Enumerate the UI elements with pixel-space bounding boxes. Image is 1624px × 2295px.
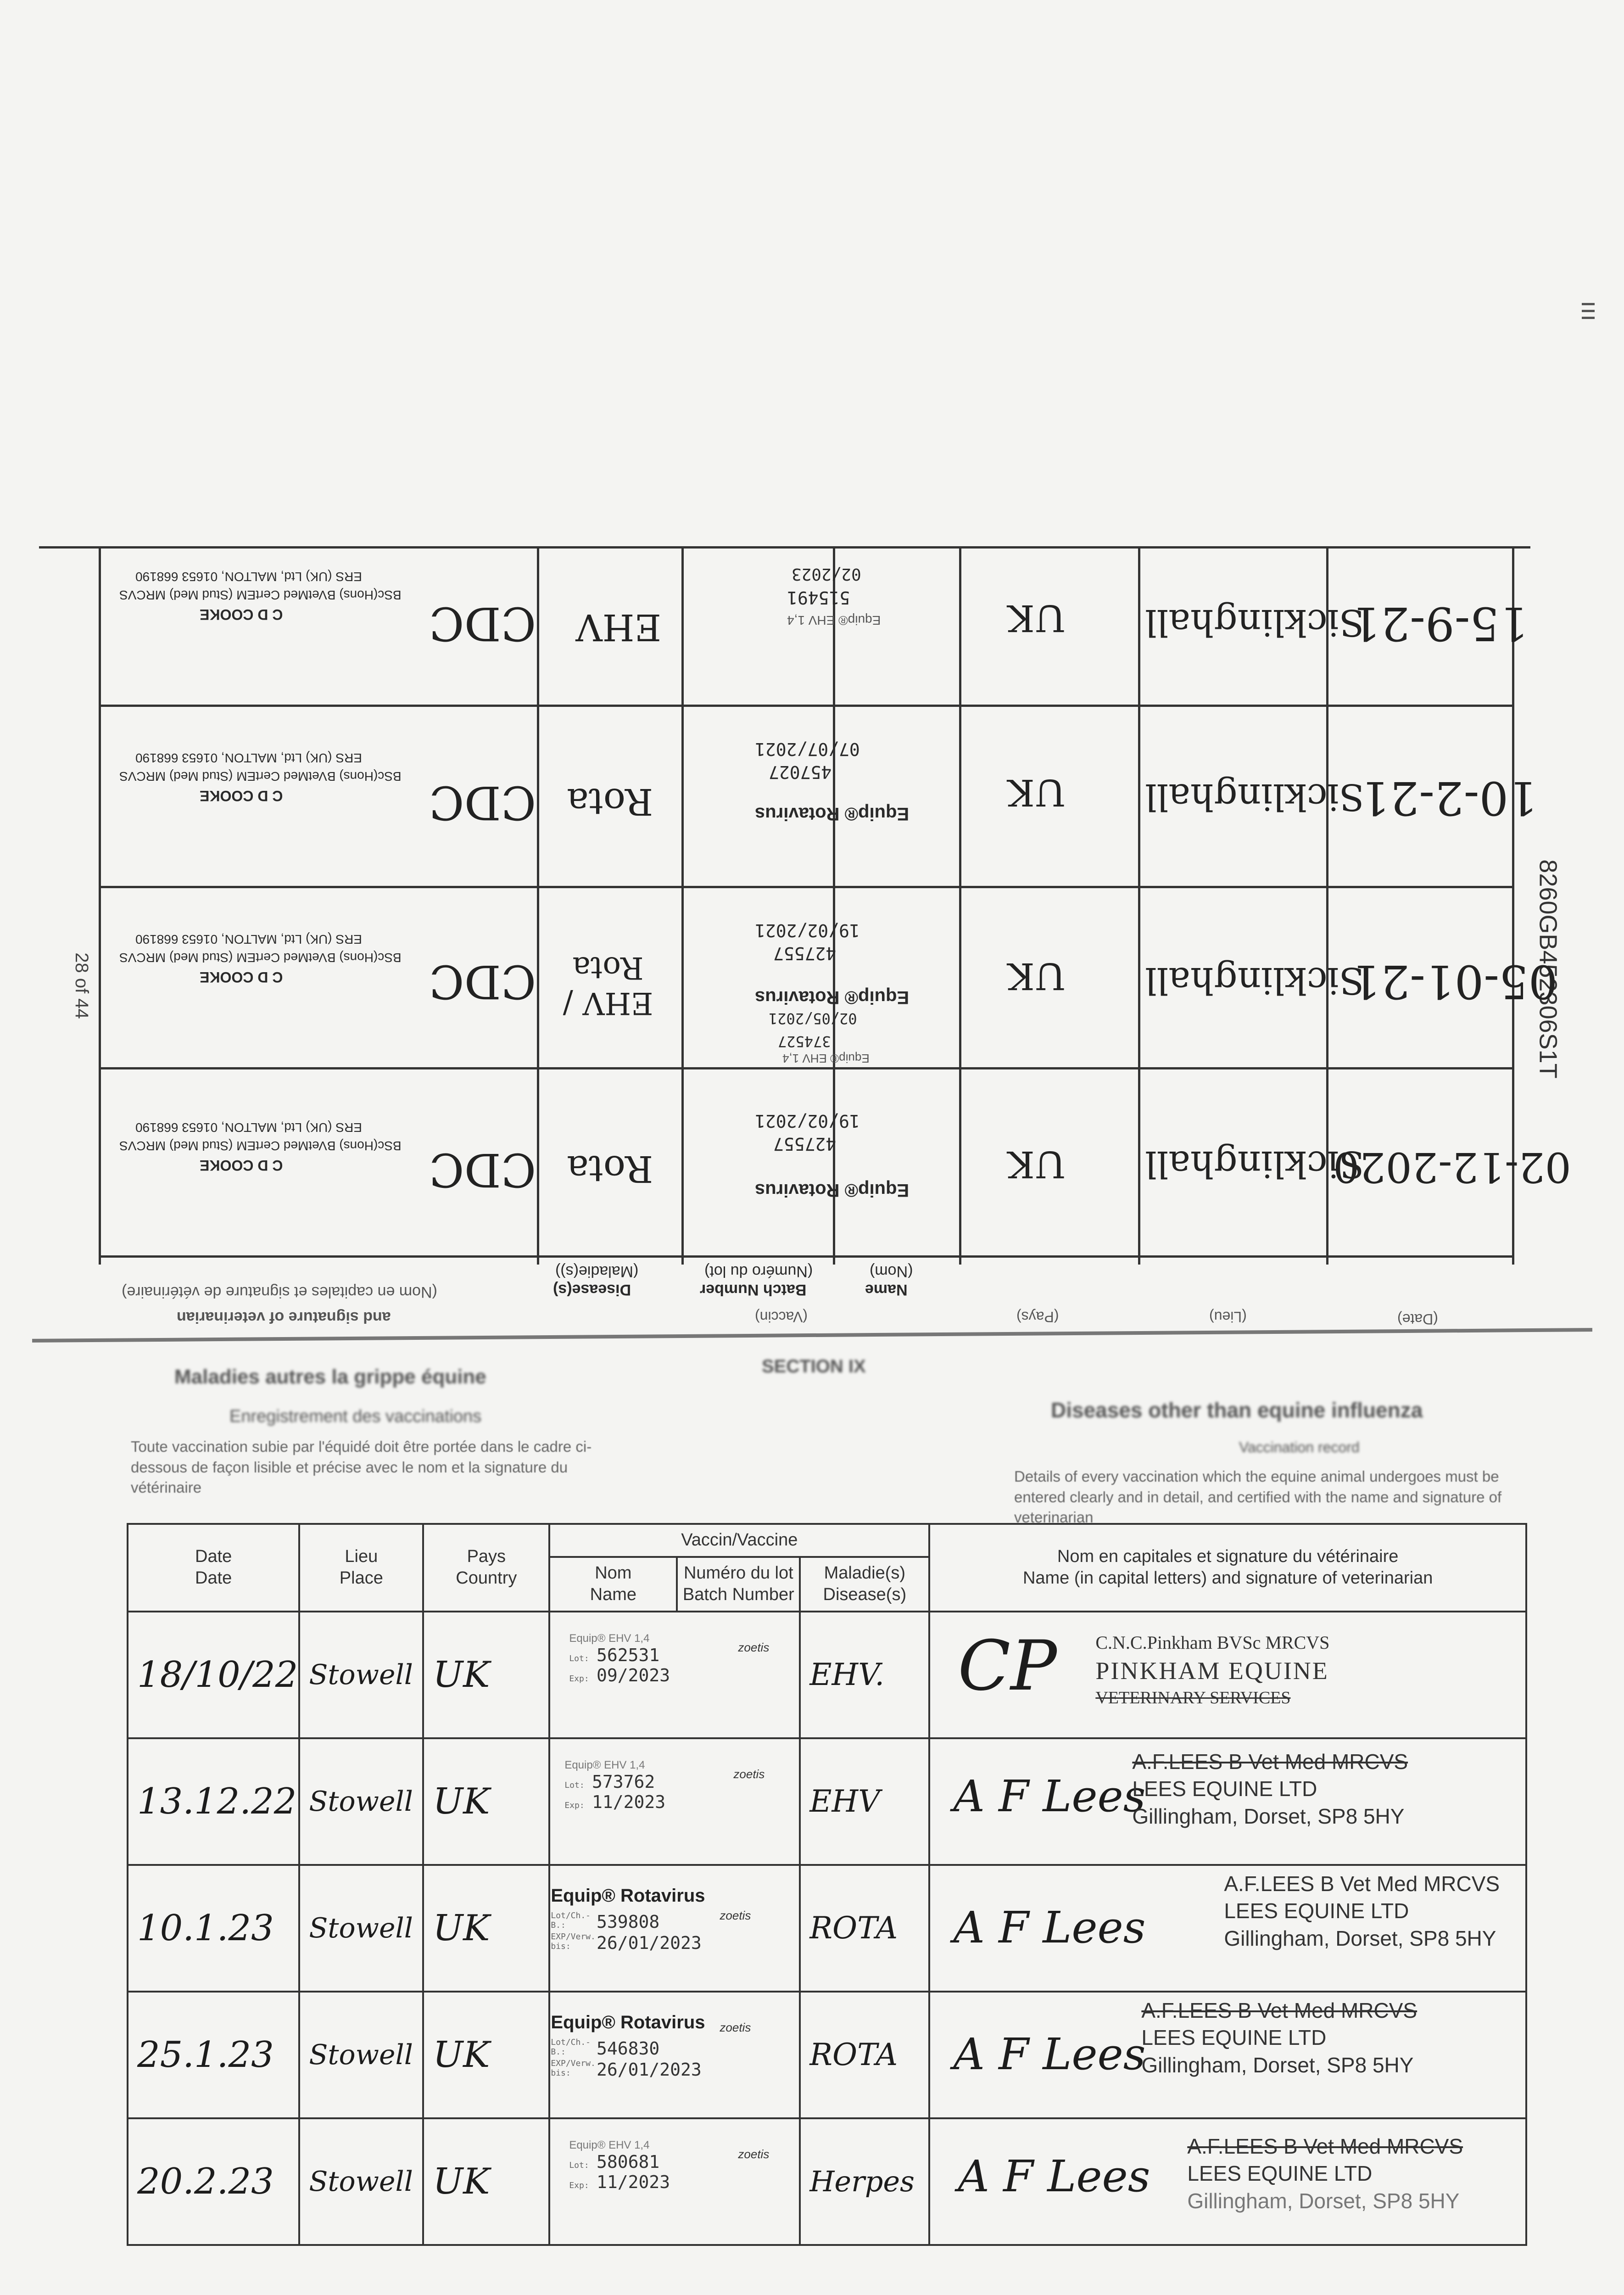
sticker-exp-label: EXP/Verw. bis: xyxy=(551,2059,596,2078)
sticker-maker: zoetis xyxy=(738,2147,770,2161)
sticker-exp: 11/2023 xyxy=(596,2172,670,2192)
stamp-line2: LEES EQUINE LTD xyxy=(1224,1899,1409,1923)
upper-row-disease: EHV xyxy=(576,606,661,649)
row-place: Stowell xyxy=(309,1785,413,1818)
upper-row-stamp-addr: ERS (UK) Ltd, MALTON, 01653 668190 xyxy=(135,751,362,765)
sticker-exp-label: Exp: xyxy=(564,1801,585,1810)
header-vaccine: Vaccin/Vaccine xyxy=(549,1524,929,1557)
vaccine-sticker xyxy=(569,1632,785,1717)
sticker-lot: 546830 xyxy=(596,2038,660,2059)
sticker-maker: zoetis xyxy=(720,2021,751,2034)
upper-row-brand: Equip® Rotavirus xyxy=(755,804,910,824)
header-vaccine: (Vaccin) xyxy=(755,1309,808,1325)
upper-row-place: Sicklinghall xyxy=(1145,776,1364,818)
sticker-lot: 573762 xyxy=(592,1772,655,1792)
stamp-line1: A.F.LEES B Vet Med MRCVS xyxy=(1187,2134,1463,2158)
header-vet-en: and signature of veterinarian xyxy=(177,1309,391,1326)
table-row xyxy=(128,1738,1526,1865)
upper-row-signature: CDC xyxy=(429,955,536,1008)
stamp-line3: Gillingham, Dorset, SP8 5HY xyxy=(1187,2189,1460,2213)
upper-row-disease: Rota xyxy=(567,780,653,823)
stamp-line1: C.N.C.Pinkham BVSc MRCVS xyxy=(1095,1632,1330,1653)
column-line xyxy=(681,546,684,1265)
vet-stamp xyxy=(1141,1997,1417,2079)
row-country: UK xyxy=(433,1907,490,1949)
upper-row-stamp-addr: ERS (UK) Ltd, MALTON, 01653 668190 xyxy=(135,1120,362,1135)
upper-row-label2-exp: 02/05/2021 xyxy=(769,1010,857,1027)
vaccination-table xyxy=(127,1523,1527,2246)
header-disease-fr: (Maladie(s)) xyxy=(555,1263,639,1280)
upper-row-lot: 515491 xyxy=(787,588,850,608)
upper-row-stamp-qual: BSc(Hons) BVetMed CertEM (Stud Med) MRCVS xyxy=(119,1139,402,1153)
sticker-lot-label: Lot/Ch.-B.: xyxy=(551,2038,591,2057)
upper-row-place: Sicklinghall xyxy=(1145,601,1364,644)
row-country: UK xyxy=(433,1654,490,1696)
vaccine-sticker xyxy=(564,1759,780,1844)
row-line xyxy=(99,886,1512,888)
sticker-exp-label: EXP/Verw. bis: xyxy=(551,1932,596,1951)
table-top-edge xyxy=(39,546,1530,549)
row-disease: EHV. xyxy=(809,1657,885,1692)
row-disease: Herpes xyxy=(809,2165,915,2198)
vet-stamp xyxy=(1132,1748,1408,1830)
row-country: UK xyxy=(433,2034,490,2076)
sticker-exp: 26/01/2023 xyxy=(596,1933,702,1953)
row-date: 18/10/22 xyxy=(137,1654,298,1696)
vet-signature: CP xyxy=(958,1626,1057,1706)
stamp-line2: PINKHAM EQUINE xyxy=(1095,1657,1329,1685)
row-date: 20.2.23 xyxy=(137,2161,274,2202)
sticker-maker: zoetis xyxy=(720,1909,751,1922)
vet-signature: A F Lees xyxy=(953,1771,1146,1822)
table-row xyxy=(128,1612,1526,1738)
french-title: Maladies autres la grippe équine xyxy=(174,1366,486,1388)
sticker-brand: Equip® EHV 1,4 xyxy=(569,2139,650,2151)
sticker-exp: 26/01/2023 xyxy=(596,2060,702,2080)
stamp-line2: LEES EQUINE LTD xyxy=(1132,1777,1317,1801)
sticker-exp: 09/2023 xyxy=(596,1665,670,1685)
column-line xyxy=(1138,546,1140,1265)
upper-row-brand: Equip® Rotavirus xyxy=(755,1180,910,1200)
table-row xyxy=(128,2118,1526,2245)
row-disease: ROTA xyxy=(809,2037,898,2072)
sticker-brand: Equip® Rotavirus xyxy=(551,1886,705,1906)
upper-row-stamp-qual: BSc(Hons) BVetMed CertEM (Stud Med) MRCVS xyxy=(119,951,402,965)
header-name: Name xyxy=(865,1281,908,1299)
row-date: 10.1.23 xyxy=(137,1907,274,1949)
sticker-lot-label: Lot/Ch.-B.: xyxy=(551,1911,591,1930)
french-subtitle: Enregistrement des vaccinations xyxy=(229,1407,482,1426)
upper-row-signature: CDC xyxy=(429,1143,536,1197)
row-disease: ROTA xyxy=(809,1910,898,1946)
upper-row-signature: CDC xyxy=(429,776,536,829)
vet-signature: A F Lees xyxy=(953,2029,1146,2080)
upper-row-exp: 19/02/2021 xyxy=(755,1111,860,1131)
stamp-line1: A.F.LEES B Vet Med MRCVS xyxy=(1132,1749,1408,1774)
scan-mark xyxy=(1582,310,1595,312)
sticker-lot-label: Lot: xyxy=(569,1654,589,1663)
upper-row-stamp-name: C D COOKE xyxy=(200,1157,283,1174)
upper-row-lot: 427557 xyxy=(773,943,837,963)
row-place: Stowell xyxy=(309,2165,413,2198)
row-line xyxy=(99,1255,1512,1258)
upper-row-signature: CDC xyxy=(429,597,536,650)
upper-row-stamp-name: C D COOKE xyxy=(200,606,283,623)
sticker-brand: Equip® EHV 1,4 xyxy=(564,1759,645,1771)
sticker-lot: 580681 xyxy=(596,2152,660,2172)
upper-row-lot: 427557 xyxy=(773,1134,837,1154)
upper-row-exp: 02/2023 xyxy=(792,565,861,583)
column-line xyxy=(833,546,835,1265)
table-row xyxy=(128,1992,1526,2118)
column-line xyxy=(99,546,101,1265)
upper-row-stamp-qual: BSc(Hons) BVetMed CertEM (Stud Med) MRCVS xyxy=(119,588,402,602)
header-place: Lieu Place xyxy=(299,1524,423,1612)
vet-stamp xyxy=(1224,1870,1500,1953)
upper-row-country: UK xyxy=(1007,1143,1066,1186)
vet-signature: A F Lees xyxy=(958,2151,1150,2202)
upper-row-disease: EHV / Rota xyxy=(563,950,653,1021)
upper-row-stamp-addr: ERS (UK) Ltd, MALTON, 01653 668190 xyxy=(135,570,362,584)
sticker-exp-label: Exp: xyxy=(569,2181,589,2190)
upper-row-label2-brand: Equip® EHV 1,4 xyxy=(782,1052,870,1065)
upper-row-brand: Equip® EHV 1,4 xyxy=(787,613,881,627)
header-batch: Numéro du lot Batch Number xyxy=(677,1557,800,1612)
header-batch-fr: (Numéro du lot) xyxy=(704,1263,813,1280)
header-disease: Maladie(s) Disease(s) xyxy=(800,1557,929,1612)
upper-row-exp: 19/02/2021 xyxy=(755,920,860,940)
row-line xyxy=(99,1067,1512,1069)
stamp-line3: Gillingham, Dorset, SP8 5HY xyxy=(1132,1804,1405,1829)
header-name-fr: (Nom) xyxy=(870,1263,913,1280)
row-date: 25.1.23 xyxy=(137,2034,274,2076)
column-line xyxy=(537,546,539,1265)
upper-row-place: Sicklinghall xyxy=(1145,959,1364,1002)
rotated-vaccination-table xyxy=(39,546,1571,1336)
row-country: UK xyxy=(433,2161,490,2202)
sticker-lot-label: Lot: xyxy=(564,1780,585,1790)
header-disease: Disease(s) xyxy=(553,1281,631,1299)
vet-signature: A F Lees xyxy=(953,1902,1146,1953)
table-header-row xyxy=(128,1524,1526,1557)
row-disease: EHV xyxy=(809,1784,880,1819)
sticker-exp: 11/2023 xyxy=(592,1792,666,1812)
sticker-maker: zoetis xyxy=(738,1640,770,1654)
header-batch: Batch Number xyxy=(700,1281,807,1299)
column-line xyxy=(959,546,961,1265)
english-title: Diseases other than equine influenza xyxy=(1051,1398,1423,1422)
stamp-line3: Gillingham, Dorset, SP8 5HY xyxy=(1224,1926,1496,1951)
row-line xyxy=(99,705,1512,707)
vaccine-sticker xyxy=(551,1886,766,1970)
upper-row-brand: Equip® Rotavirus xyxy=(755,987,910,1008)
french-intro: Toute vaccination subie par l'équidé doit être portée dans le cadre ci-dessous de façon lisible et précise avec le nom et la signature du vétérinaire xyxy=(131,1438,592,1496)
stamp-line1: A.F.LEES B Vet Med MRCVS xyxy=(1224,1871,1500,1896)
stamp-line2: LEES EQUINE LTD xyxy=(1141,2026,1327,2050)
header-name: Nom Name xyxy=(549,1557,677,1612)
sticker-lot: 539808 xyxy=(596,1912,660,1932)
table-row xyxy=(128,1865,1526,1992)
row-place: Stowell xyxy=(309,1658,413,1691)
vaccine-sticker xyxy=(569,2139,785,2224)
stamp-line3: VETERINARY SERVICES xyxy=(1095,1688,1291,1707)
upper-row-stamp-name: C D COOKE xyxy=(200,788,283,804)
upper-row-exp: 07/07/2021 xyxy=(755,739,860,759)
sticker-exp-label: Exp: xyxy=(569,1674,589,1684)
stamp-line2: LEES EQUINE LTD xyxy=(1187,2161,1373,2186)
upper-row-date: 10-2-21 xyxy=(1361,771,1538,825)
scan-mark xyxy=(1582,303,1595,305)
header-vet: Nom en capitales et signature du vétérinaire Name (in capital letters) and signature of veterinarian xyxy=(929,1524,1526,1612)
upper-row-date: 02-12-2020 xyxy=(1333,1143,1571,1191)
sticker-lot-label: Lot: xyxy=(569,2161,589,2170)
section-title: SECTION IX xyxy=(762,1356,866,1377)
upper-row-date: 15-9-21 xyxy=(1351,597,1529,650)
upper-row-date: 05-01-21 xyxy=(1351,955,1558,1008)
english-subtitle: Vaccination record xyxy=(1239,1439,1360,1455)
header-vet-fr: (Nom en capitales et signature de vétérinaire) xyxy=(122,1283,437,1301)
upper-row-stamp-qual: BSc(Hons) BVetMed CertEM (Stud Med) MRCVS xyxy=(119,769,402,784)
upper-row-country: UK xyxy=(1007,955,1066,997)
upper-row-country: UK xyxy=(1007,597,1066,639)
upper-row-stamp-name: C D COOKE xyxy=(200,969,283,985)
upper-row-country: UK xyxy=(1007,771,1066,814)
upper-row-disease: Rota xyxy=(567,1148,653,1190)
upper-row-place: Sicklinghall xyxy=(1145,1143,1364,1186)
upper-row-lot: 457027 xyxy=(769,762,832,782)
english-intro: Details of every vaccination which the equine animal undergoes must be entered clearly and in detail, and certified with the name and signature of veterinarian xyxy=(1014,1468,1502,1526)
row-country: UK xyxy=(433,1780,490,1822)
header-country: Pays Country xyxy=(423,1524,549,1612)
row-place: Stowell xyxy=(309,2038,413,2071)
header-date: (Date) xyxy=(1397,1311,1438,1327)
row-date: 13.12.22 xyxy=(137,1780,297,1822)
vet-stamp xyxy=(1095,1631,1329,1710)
vaccine-sticker xyxy=(551,2012,766,2097)
scan-mark xyxy=(1582,317,1595,319)
stamp-line1: A.F.LEES B Vet Med MRCVS xyxy=(1141,1998,1418,2022)
sticker-brand: Equip® Rotavirus xyxy=(551,2012,705,2032)
header-country: (Pays) xyxy=(1016,1309,1059,1325)
passport-number: 8260GB452306S1T xyxy=(1534,859,1562,1079)
stamp-line3: Gillingham, Dorset, SP8 5HY xyxy=(1141,2053,1414,2077)
sticker-maker: zoetis xyxy=(733,1767,765,1781)
upper-row-stamp-addr: ERS (UK) Ltd, MALTON, 01653 668190 xyxy=(135,932,362,946)
upper-row-label2-lot: 374527 xyxy=(778,1033,831,1050)
row-place: Stowell xyxy=(309,1912,413,1944)
sticker-lot: 562531 xyxy=(596,1645,660,1665)
vet-stamp xyxy=(1187,2133,1463,2215)
header-date: Date Date xyxy=(128,1524,299,1612)
header-place: (Lieu) xyxy=(1209,1309,1247,1325)
sticker-brand: Equip® EHV 1,4 xyxy=(569,1632,650,1645)
page-label: 28 of 44 xyxy=(71,952,92,1019)
